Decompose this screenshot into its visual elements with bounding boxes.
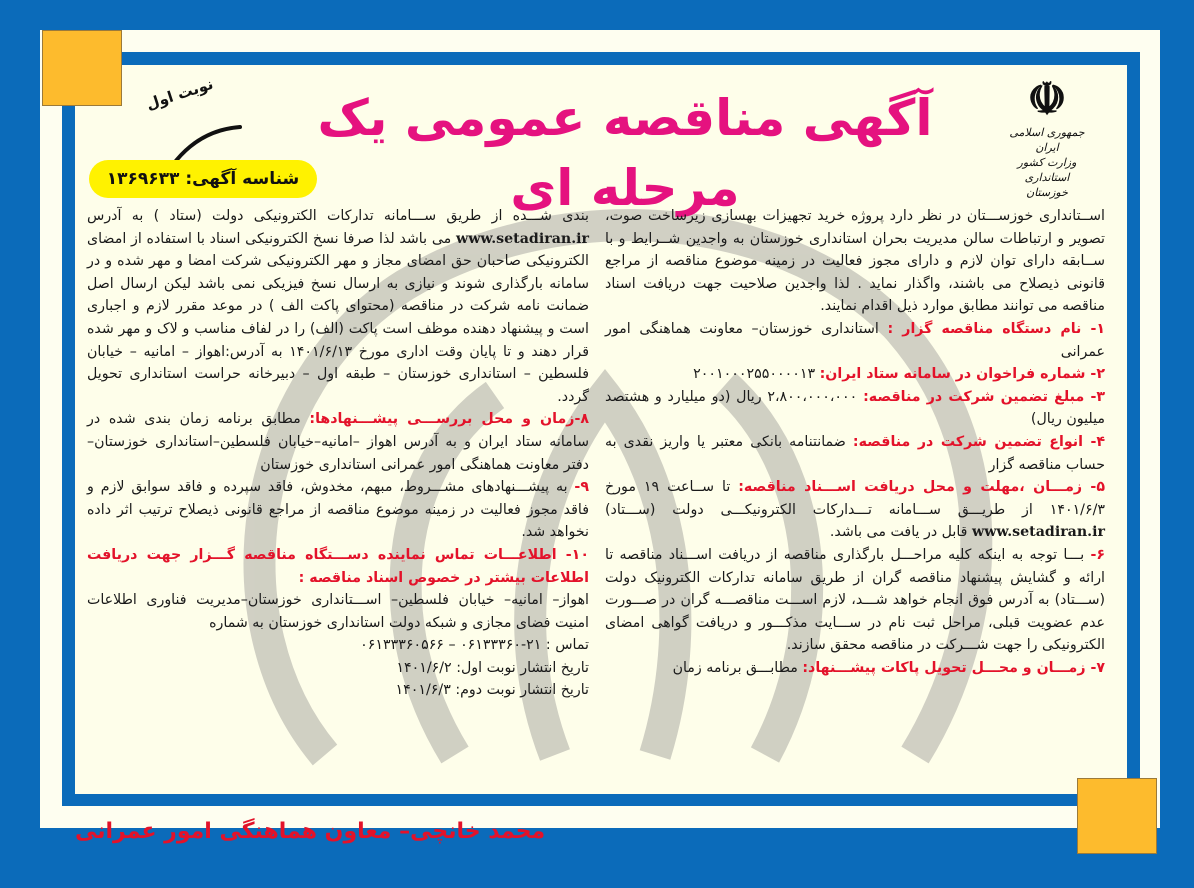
item-9-heading: ۹-	[574, 479, 589, 496]
right-column	[605, 205, 1105, 679]
page-title: آگهی مناقصه عمومی یک مرحله ای	[317, 89, 933, 217]
item-5-text-after: قابل در یافت می باشد.	[829, 524, 968, 541]
corner-square-bottom-right	[1077, 778, 1157, 854]
item-5-text: تا ســاعت ۱۹ مورخ ۱۴۰۱/۶/۳ از طریـــق ســـامانه تـــدارکات الکترونیکـــی دولت (ســـتاد)	[605, 479, 1105, 518]
item-7-heading: ۷- زمـــان و محـــل تحویل پاکات پیشـــنهاد:	[802, 659, 1105, 676]
ad-id-value: ۱۳۶۹۶۳۳	[106, 169, 180, 189]
item-5-heading: ۵- زمـــان ،مهلت و محل دریافت اســـناد مناقصه:	[738, 479, 1105, 496]
item-8	[87, 408, 589, 476]
item-3	[605, 386, 1105, 431]
publish-date-second: تاریخ انتشار نوبت دوم: ۱۴۰۱/۶/۳	[395, 682, 589, 699]
item-1	[605, 318, 1105, 363]
item-2	[605, 363, 1105, 386]
item-10	[87, 544, 589, 589]
ad-id-label: شناسه آگهی:	[185, 169, 300, 189]
emblem-line-3: استانداری خوزستان	[1024, 171, 1070, 199]
signature: محمد خانچی– معاون هماهنگی امور عمرانی	[75, 819, 546, 844]
continuation-after-url: می باشد لذا صرفا نسخ الکترونیکی اسناد با استفاده از امضای الکترونیکی صاحبان حق امضای مجاز و مهر الکترونیکی شرکت امضا و مهر شده و در سامانه بارگذاری شوند و نیازی به ارسال نسخ فیزیکی نمی باشد لیکن ارسال اصل ضمانت نامه شرکت در مناقصه (محتوای پاکت الف ) در موعد مقرر لازم و اجباری است و پیشنهاد دهنده موظف است پاکت (الف) را در لفاف مناسب و لاک و مهر شده قرار دهند و تا پایان وقت اداری مورخ ۱۴۰۱/۶/۱۳ به آدرس:اهواز – امانیه – خیابان فلسطین – استانداری خوزستان – طبقه اول – دبیرخانه حراست استانداری تحویل گردد.	[87, 230, 589, 405]
continuation-before-url: بندی شـــده از طریق ســـامانه تدارکات الکترونیکی دولت (ستاد ) به آدرس	[87, 208, 589, 224]
item-4-heading: ۴- انواع تضمین شرکت در مناقصه:	[852, 433, 1106, 450]
publish-date-first: تاریخ انتشار نوبت اول: ۱۴۰۱/۶/۲	[396, 659, 589, 676]
item-8-heading: ۸-زمان و محل بررســـی پیشـــنهادها:	[309, 411, 590, 428]
item-5	[605, 476, 1105, 544]
item-3-text: ۲،۸۰۰،۰۰۰،۰۰۰ ریال (دو میلیارد و هشتصد میلیون ریال)	[605, 388, 1105, 428]
emblem-line-2: وزارت کشور	[1017, 156, 1077, 169]
item-10-heading: ۱۰- اطلاعـــات تماس نماینده دســـتگاه مناقصه گـــزار جهت دریافت اطلاعات بیشتر در خصوص اسناد مناقصه :	[87, 546, 589, 586]
item-3-heading: ۳- مبلغ تضمین شرکت در مناقصه:	[863, 388, 1106, 405]
item-1-heading: ۱- نام دستگاه مناقصه گزار :	[887, 320, 1106, 337]
setadiran-link-2[interactable]: www.setadiran.ir	[456, 230, 590, 247]
emblem-line-1: جمهوری اسلامی ایران	[1009, 126, 1085, 154]
item-4	[605, 431, 1105, 476]
intro-paragraph: اســتانداری خوزســـتان در نظر دارد پروژه خرید تجهیزات بهسازی زیرساخت صوت، تصویر و ارتباطات سالن مدیریت بحران استانداری خوزستان به واجدین شــرایط و با ســابقه دارای توان لازم و دارای مجوز فعالیت در زمینه موضوع مناقصه از مراجع قانونی ذیصلاح می باشند، واگذار نماید . لذا واجدین صلاحیت جهت دریافت اسناد مناقصه می توانند مطابق موارد ذیل اقدام نمایند.	[605, 208, 1105, 315]
item-9-text: به پیشـــنهادهای مشـــروط، مبهم، مخدوش، فاقد سپرده و فاقد سوابق لازم و فاقد مجوز فعالیت در زمینه موضوع مناقصه از مراجع قانونی ذیصلاح ترتیب اثر داده نخواهد شد.	[87, 479, 589, 541]
item-6-text: بـــا توجه به اینکه کلیه مراحـــل بارگذاری مناقصه از دریافت اســـناد مناقصه تا ارائه و گشایش پیشنهاد مناقصه گران از طریق سامانه تدارکات الکترونیک دولت (ســـتاد) به آدرس فوق انجام خواهد شـــد، لازم اســـت مناقصـــه گران در صـــورت عدم عضویت قبلی، مراحل ثبت نام در ســـایت مذکـــور و دریافت گواهی امضای الکترونیکی را جهت شـــرکت در مناقصه محقق سازند.	[605, 546, 1105, 654]
round-label: نوبت اول	[143, 74, 216, 114]
ad-id-badge	[89, 160, 317, 198]
item-8-text: مطابق برنامه زمان بندی شده در سامانه ستاد ایران و به آدرس اهواز –امانیه–خیابان فلسطین–استانداری خوزستان– دفتر معاونت هماهنگی امور عمرانی استانداری خوزستان	[87, 411, 589, 473]
item-2-text: ۲۰۰۱۰۰۰۲۵۵۰۰۰۰۱۳	[693, 366, 816, 383]
item-7	[605, 657, 1105, 680]
contact-phone: تماس : ۲۱-۰۶۱۳۳۳۶۰ – ۰۶۱۳۳۳۶۰۵۶۶	[360, 637, 589, 654]
item-7-text: مطابـــق برنامه زمان	[672, 659, 798, 676]
iran-emblem-icon: ☫	[1027, 74, 1067, 125]
left-column	[87, 205, 589, 702]
contact-address: اهواز– امانیه– خیابان فلسطین– اســـتانداری خوزستان–مدیریت فناوری اطلاعات امنیت فضای مجازی و شبکه دولت استانداری خوزستان به شماره	[87, 592, 589, 631]
item-6-heading: ۶-	[1090, 546, 1106, 563]
item-6	[605, 544, 1105, 657]
item-4-text: ضمانتنامه بانکی معتبر یا واریز نقدی به حساب مناقصه گزار	[605, 433, 1105, 473]
item-9	[87, 476, 589, 544]
continuation-paragraph	[87, 205, 589, 408]
government-emblem	[1007, 75, 1087, 200]
item-2-heading: ۲- شماره فراخوان در سامانه ستاد ایران:	[819, 366, 1105, 383]
setadiran-link[interactable]: www.setadiran.ir	[971, 524, 1105, 541]
item-1-text: استانداری خوزستان– معاونت هماهنگی امور عمرانی	[605, 320, 1105, 360]
ad-content	[75, 65, 1127, 794]
corner-square-top-left	[42, 30, 122, 106]
